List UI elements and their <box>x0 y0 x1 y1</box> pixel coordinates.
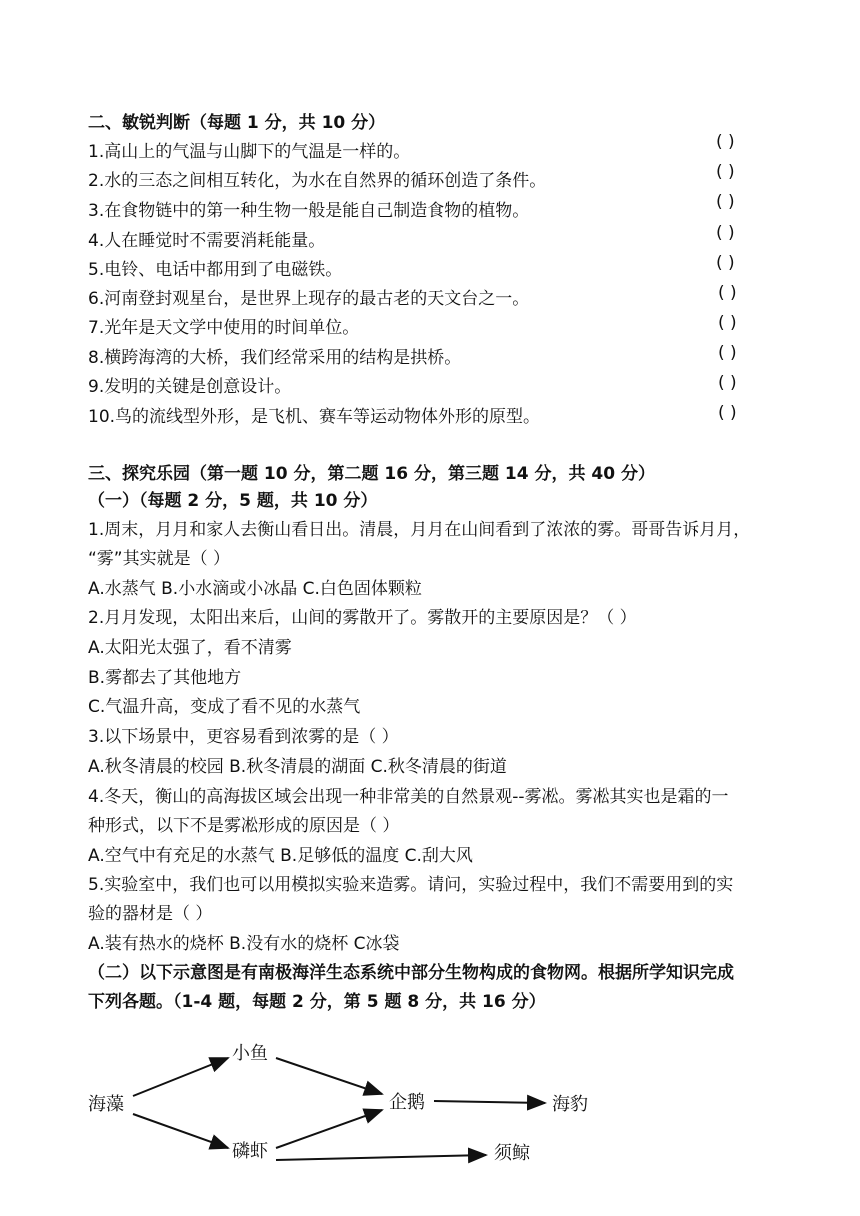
question-2-option-a: A.太阳光太强了，看不清雾 <box>88 638 292 658</box>
arrow-linxia-qie <box>276 1110 382 1148</box>
question-3-options: A.秋冬清晨的校园 B.秋冬清晨的湖面 C.秋冬清晨的街道 <box>88 757 507 777</box>
node-qie: 企鹅 <box>389 1092 425 1113</box>
answer-paren-2[interactable]: ( ) <box>716 162 735 182</box>
node-xujing: 须鲸 <box>494 1143 530 1164</box>
answer-paren-7[interactable]: ( ) <box>718 313 737 333</box>
question-5-options: A.装有热水的烧杯 B.没有水的烧杯 C冰袋 <box>88 934 400 954</box>
answer-paren-4[interactable]: ( ) <box>716 223 735 243</box>
question-2-option-b: B.雾都去了其他地方 <box>88 668 242 688</box>
answer-paren-3[interactable]: ( ) <box>716 192 735 212</box>
answer-paren-1[interactable]: ( ) <box>716 132 735 152</box>
answer-paren-10[interactable]: ( ) <box>718 403 737 423</box>
question-4-options: A.空气中有充足的水蒸气 B.足够低的温度 C.刮大风 <box>88 846 473 866</box>
arrow-qie-haibao <box>434 1101 545 1103</box>
judgement-item-7: 7.光年是天文学中使用的时间单位。 <box>88 318 360 338</box>
question-4-line2: 种形式，以下不是雾凇形成的原因是（ ） <box>88 816 400 836</box>
arrow-haizao-linxia <box>133 1114 228 1148</box>
part2-title-line1: （二）以下示意图是有南极海洋生态系统中部分生物构成的食物网。根据所学知识完成 <box>88 963 734 983</box>
node-linxia: 磷虾 <box>232 1141 268 1162</box>
judgement-item-1: 1.高山上的气温与山脚下的气温是一样的。 <box>88 142 411 162</box>
judgement-item-5: 5.电铃、电话中都用到了电磁铁。 <box>88 260 343 280</box>
judgement-item-6: 6.河南登封观星台，是世界上现存的最古老的天文台之一。 <box>88 289 530 309</box>
question-2-option-c: C.气温升高，变成了看不见的水蒸气 <box>88 697 361 717</box>
question-3-line1: 3.以下场景中，更容易看到浓雾的是（ ） <box>88 727 399 747</box>
part2-title-line2: 下列各题。（1-4 题，每题 2 分，第 5 题 8 分，共 16 分） <box>88 992 546 1012</box>
arrow-xiaoyu-qie <box>276 1058 382 1094</box>
answer-paren-8[interactable]: ( ) <box>718 343 737 363</box>
answer-paren-5[interactable]: ( ) <box>716 253 735 273</box>
question-5-line1: 5.实验室中，我们也可以用模拟实验来造雾。请问，实验过程中，我们不需要用到的实 <box>88 875 734 895</box>
question-1-options: A.水蒸气 B.小水滴或小冰晶 C.白色固体颗粒 <box>88 579 422 599</box>
judgement-item-8: 8.横跨海湾的大桥，我们经常采用的结构是拱桥。 <box>88 348 462 368</box>
node-haibao: 海豹 <box>552 1094 588 1115</box>
section2-title: 二、敏锐判断（每题 1 分，共 10 分） <box>88 113 386 133</box>
question-5-line2: 验的器材是（ ） <box>88 904 213 924</box>
arrow-haizao-xiaoyu <box>133 1058 228 1096</box>
answer-paren-6[interactable]: ( ) <box>718 283 737 303</box>
node-haizao: 海藻 <box>88 1094 124 1115</box>
question-1-line1: 1.周末，月月和家人去衡山看日出。清晨，月月在山间看到了浓浓的雾。哥哥告诉月月， <box>88 520 751 540</box>
judgement-item-10: 10.鸟的流线型外形，是飞机、赛车等运动物体外形的原型。 <box>88 407 541 427</box>
section3-title: 三、探究乐园（第一题 10 分，第二题 16 分，第三题 14 分，共 40 分） <box>88 464 655 484</box>
judgement-item-4: 4.人在睡觉时不需要消耗能量。 <box>88 231 326 251</box>
arrow-linxia-xujing <box>276 1155 486 1160</box>
judgement-item-3: 3.在食物链中的第一种生物一般是能自己制造食物的植物。 <box>88 201 530 221</box>
answer-paren-9[interactable]: ( ) <box>718 373 737 393</box>
question-2-line1: 2.月月发现，太阳出来后，山间的雾散开了。雾散开的主要原因是？（ ） <box>88 608 637 628</box>
question-4-line1: 4.冬天，衡山的高海拔区域会出现一种非常美的自然景观--雾凇。雾凇其实也是霜的一 <box>88 787 729 807</box>
judgement-item-9: 9.发明的关键是创意设计。 <box>88 377 292 397</box>
part1-title: （一）（每题 2 分，5 题，共 10 分） <box>88 491 378 511</box>
question-1-line2: “雾”其实就是（ ） <box>88 549 231 569</box>
node-xiaoyu: 小鱼 <box>232 1043 268 1064</box>
judgement-item-2: 2.水的三态之间相互转化，为水在自然界的循环创造了条件。 <box>88 171 547 191</box>
